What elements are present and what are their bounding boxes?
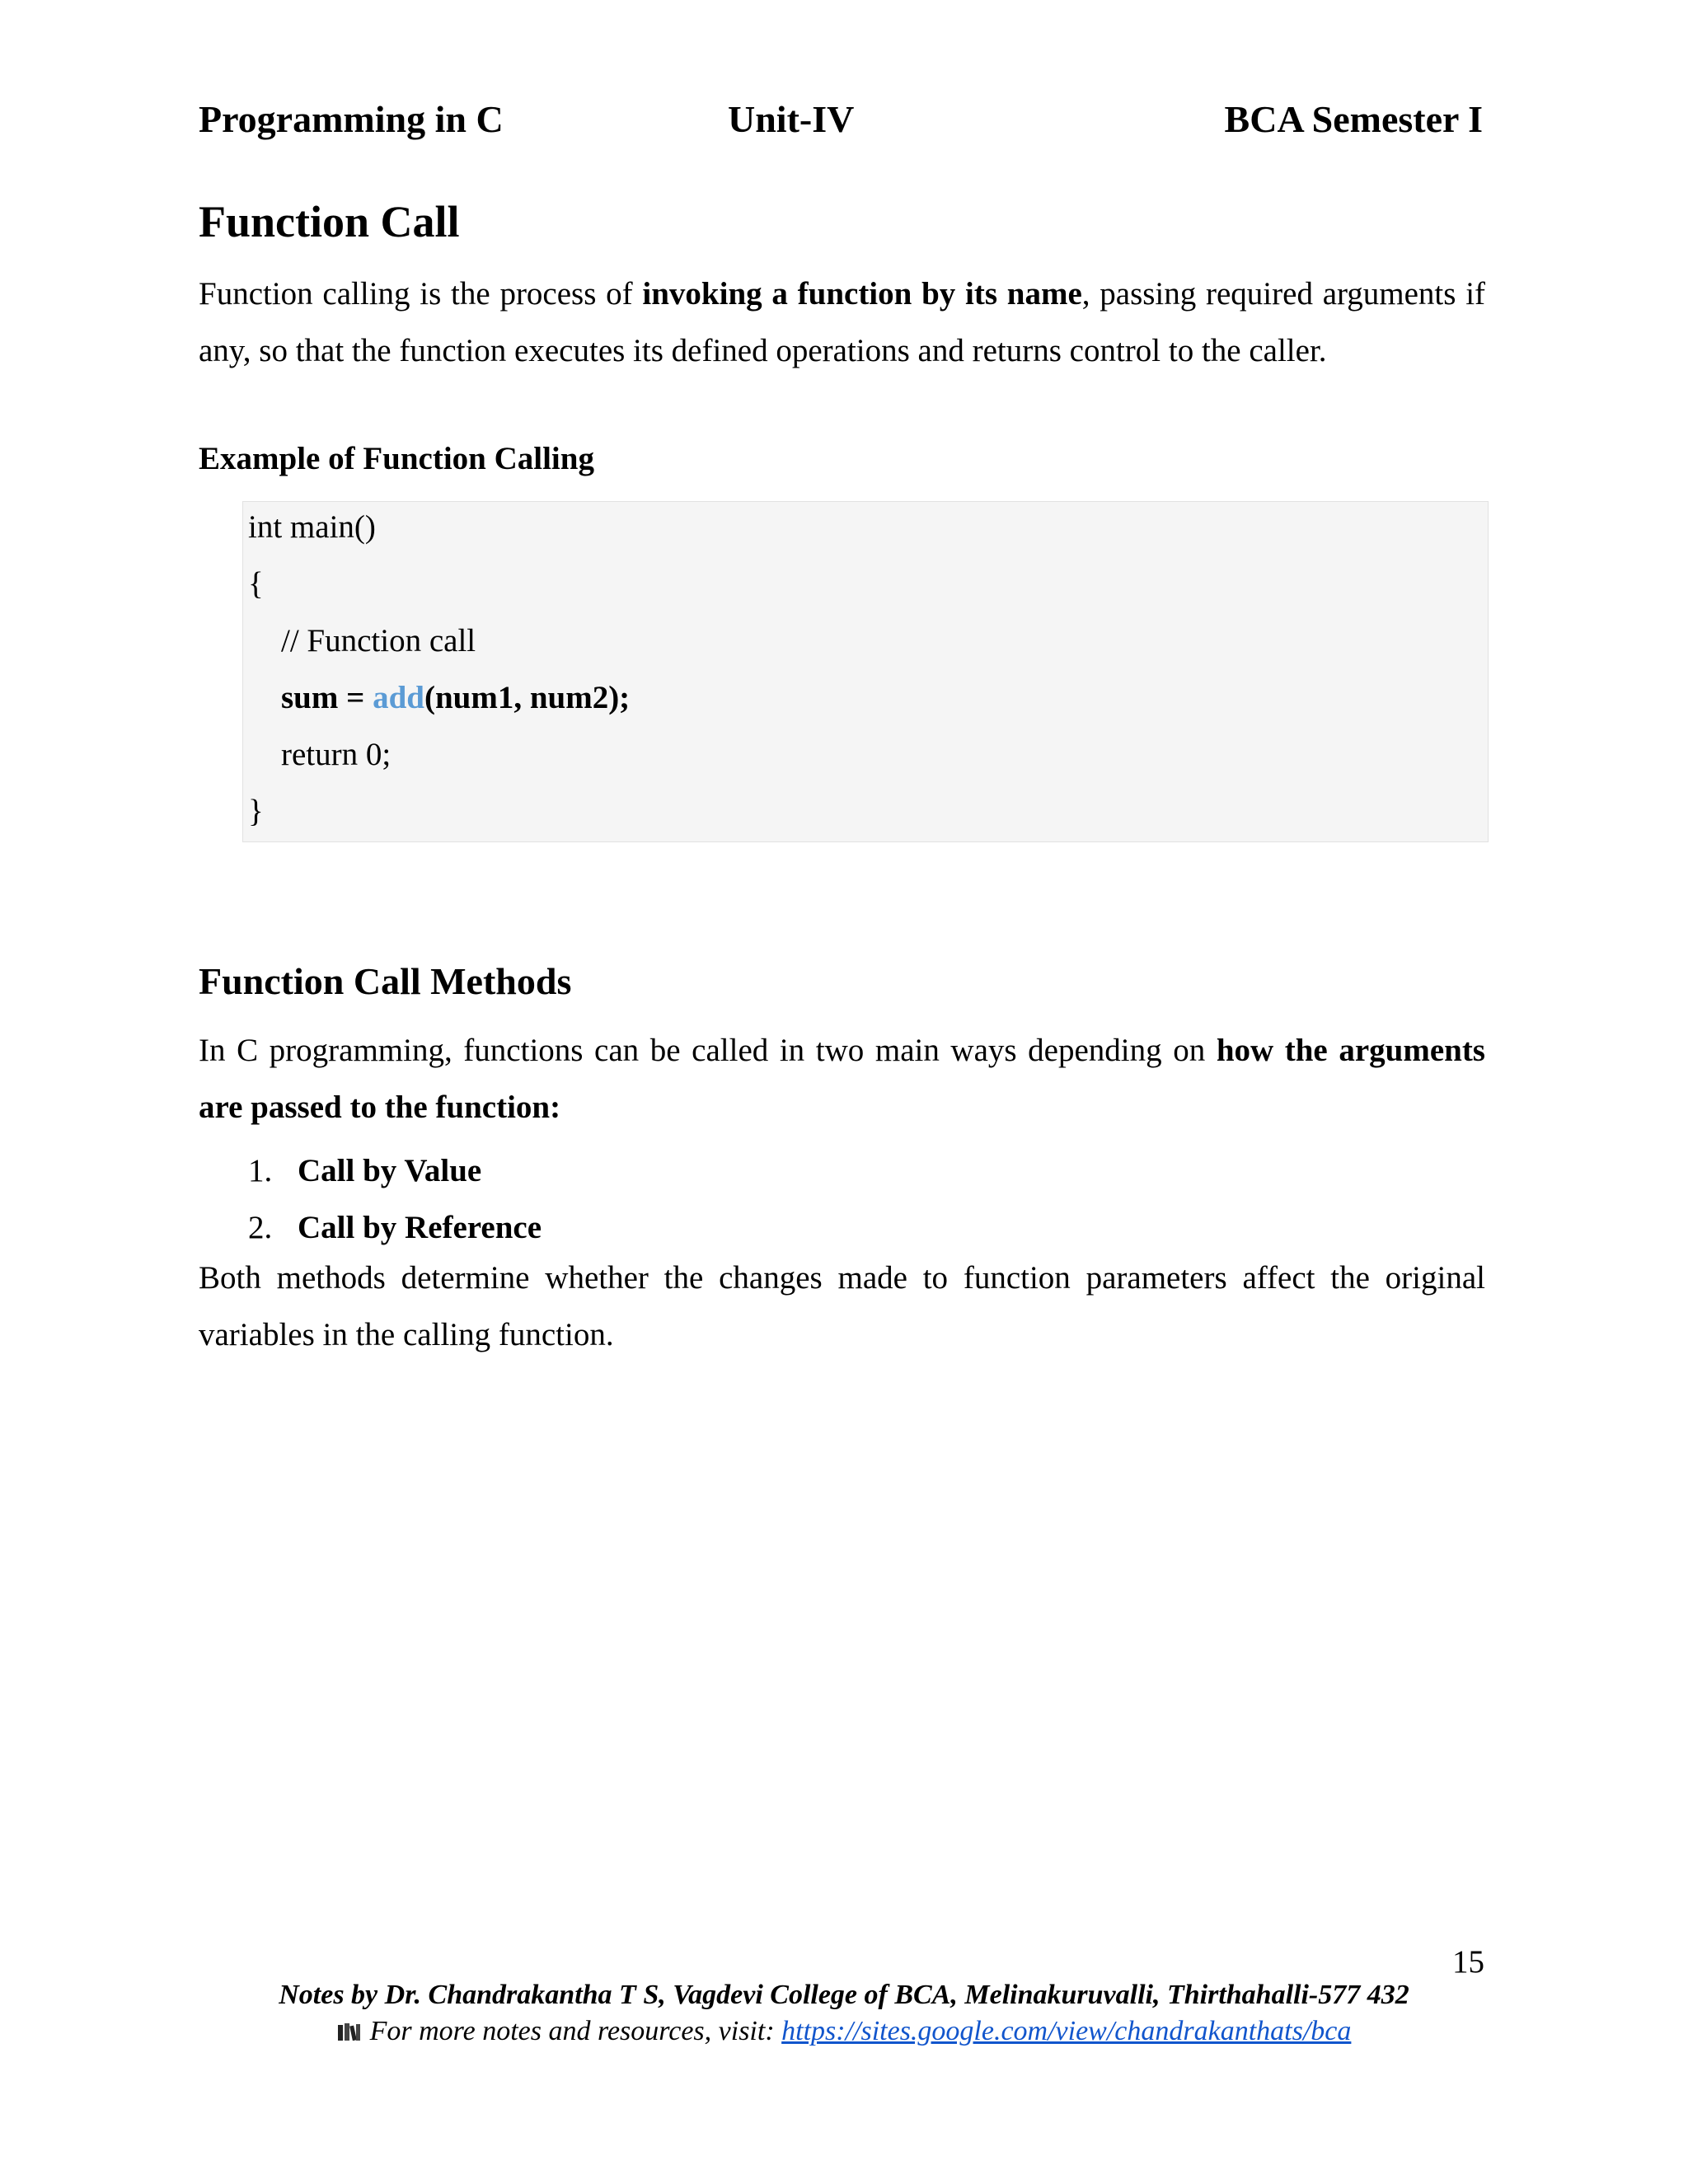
list-item-label: Call by Value [298, 1153, 482, 1188]
list-item [199, 1142, 542, 1199]
code-assignment: sum = [281, 680, 373, 715]
header-unit: Unit-IV [728, 98, 855, 140]
intro-emphasis: how the arguments are passed to the function: [199, 1033, 1485, 1125]
section-title-call-methods: Function Call Methods [199, 960, 572, 1002]
footer-resources [0, 2016, 1688, 2047]
page-number: 15 [1452, 1944, 1484, 1980]
call-methods-intro [199, 1022, 1485, 1136]
footer-author-note: Notes by Dr. Chandrakantha T S, Vagdevi College of BCA, Melinakuruvalli, Thirthahalli-577 432 [279, 1980, 1409, 2010]
definition-text-end: , passing required arguments if any, so that the function executes its defined operations and returns control to the caller. [199, 276, 1486, 368]
books-icon [337, 2022, 362, 2041]
code-line-close-brace: } [248, 794, 264, 829]
code-line-return: return 0; [281, 737, 392, 772]
footer-resources-text: For more notes and resources, visit: [369, 2016, 782, 2046]
code-line-function-call [281, 677, 630, 719]
code-line-comment: // Function call [281, 623, 476, 658]
code-line-open-brace: { [248, 566, 264, 602]
resources-link[interactable]: https://sites.google.com/view/chandrakanthats/bca [781, 2016, 1352, 2046]
section-title-function-call: Function Call [199, 197, 460, 246]
list-item-number: 1. [248, 1153, 273, 1188]
page-header [199, 97, 1483, 147]
code-function-name: add [373, 680, 424, 715]
definition-text-start: Function calling is the process of [199, 276, 643, 312]
header-semester: BCA Semester I [1224, 98, 1483, 140]
code-line-main: int main() [248, 509, 376, 545]
function-call-definition [199, 265, 1485, 379]
code-example-block [242, 501, 1489, 842]
definition-emphasis: invoking a function by its name [642, 276, 1082, 312]
list-item-label: Call by Reference [298, 1210, 542, 1245]
header-course-title: Programming in C [199, 98, 504, 140]
call-methods-closing: Both methods determine whether the changes made to function parameters affect the original variables in the calling function. [199, 1260, 1485, 1352]
intro-text-start: In C programming, functions can be called in two main ways depending on [199, 1033, 1217, 1068]
example-heading: Example of Function Calling [199, 441, 594, 476]
list-item [199, 1199, 542, 1256]
list-item-number: 2. [248, 1210, 273, 1245]
call-methods-list [199, 1142, 542, 1256]
code-arguments: (num1, num2); [424, 680, 631, 715]
